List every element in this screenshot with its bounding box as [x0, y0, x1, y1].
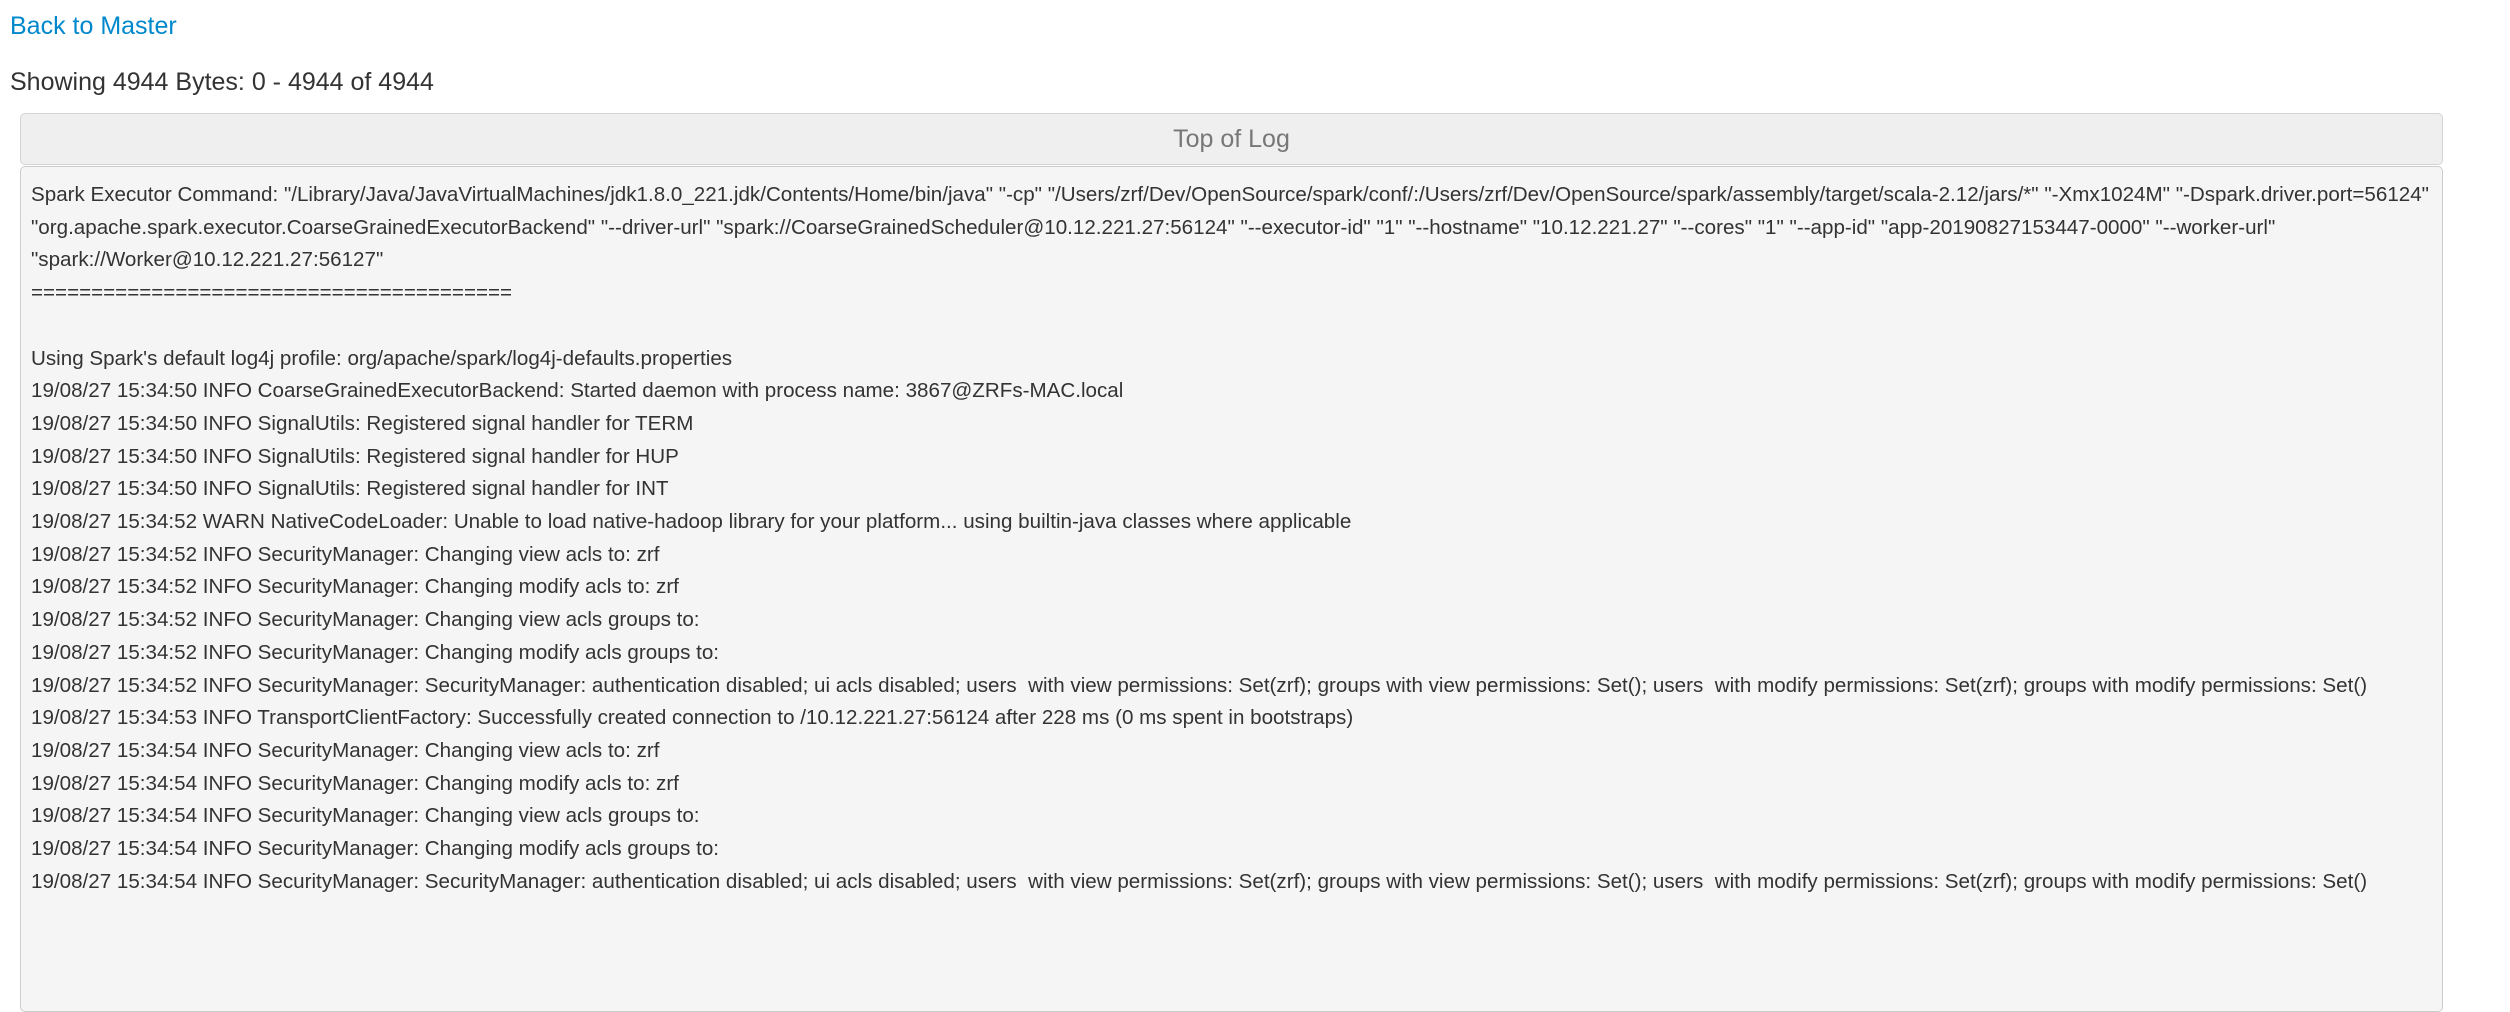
log-line: 19/08/27 15:34:54 INFO SecurityManager: Changing view acls to: zrf [31, 738, 660, 762]
back-to-master-link[interactable]: Back to Master [10, 12, 177, 40]
log-line: Spark Executor Command: "/Library/Java/JavaVirtualMachines/jdk1.8.0_221.jdk/Contents/Home/bin/java" "-cp" "/Users/zrf/Dev/OpenSource/spark/conf/:/Users/zrf/Dev/OpenSource/spark/assembly/target/scala-2.12/jars/*" "-Xmx1024M" "-Dspark.driver.port=56124" "org.apache.spark.executor.CoarseGrainedExecutorBackend" "--driver-url" "spark://CoarseGrainedScheduler@10.12.221.27:56124" "--executor-id" "1" "--hostname" "10.12.221.27" "--cores" "1" "--app-id" "app-20190827153447-0000" "--worker-url" "spark://Worker@10.12.221.27:56127" [31, 183, 2435, 272]
top-of-log-button[interactable]: Top of Log [20, 113, 2443, 165]
log-line: 19/08/27 15:34:54 INFO SecurityManager: Changing view acls groups to: [31, 804, 706, 828]
log-line: 19/08/27 15:34:50 INFO SignalUtils: Registered signal handler for TERM [31, 411, 694, 435]
log-line: 19/08/27 15:34:50 INFO CoarseGrainedExecutorBackend: Started daemon with process name: 3867@ZRFs-MAC.local [31, 379, 1124, 403]
log-line: 19/08/27 15:34:54 INFO SecurityManager: Changing modify acls to: zrf [31, 771, 679, 795]
log-line: 19/08/27 15:34:52 INFO SecurityManager: Changing modify acls to: zrf [31, 575, 679, 599]
log-line: 19/08/27 15:34:54 INFO SecurityManager: Changing modify acls groups to: [31, 837, 725, 861]
log-line: 19/08/27 15:34:50 INFO SignalUtils: Registered signal handler for INT [31, 477, 669, 501]
log-line: 19/08/27 15:34:52 INFO SecurityManager: SecurityManager: authentication disabled; ui acls disabled; users with view permissions: Set(zrf); groups with view permissions: Set(); users with modify permissions: Set(zrf); groups with modify permissions: Set() [31, 673, 2368, 697]
log-line: 19/08/27 15:34:52 INFO SecurityManager: Changing view acls groups to: [31, 608, 706, 632]
log-line: 19/08/27 15:34:52 INFO SecurityManager: Changing modify acls groups to: [31, 640, 725, 664]
showing-bytes-text: Showing 4944 Bytes: 0 - 4944 of 4944 [10, 68, 434, 96]
log-line: ======================================== [31, 281, 513, 305]
log-line [31, 310, 2432, 343]
log-line: 19/08/27 15:34:52 WARN NativeCodeLoader: Unable to load native-hadoop library for your platform... using builtin-java classes where applicable [31, 510, 1352, 534]
log-line: 19/08/27 15:34:52 INFO SecurityManager: Changing view acls to: zrf [31, 542, 660, 566]
log-line: 19/08/27 15:34:50 INFO SignalUtils: Registered signal handler for HUP [31, 444, 679, 468]
log-line: 19/08/27 15:34:54 INFO SecurityManager: SecurityManager: authentication disabled; ui acls disabled; users with view permissions: Set(zrf); groups with view permissions: Set(); users with modify permissions: Set(zrf); groups with modify permissions: Set() [31, 869, 2368, 893]
log-line: 19/08/27 15:34:53 INFO TransportClientFactory: Successfully created connection to /10.12.221.27:56124 after 228 ms (0 ms spent in bootstraps) [31, 706, 1354, 730]
log-content[interactable] [20, 166, 2443, 1012]
log-line: Using Spark's default log4j profile: org/apache/spark/log4j-defaults.properties [31, 346, 733, 370]
